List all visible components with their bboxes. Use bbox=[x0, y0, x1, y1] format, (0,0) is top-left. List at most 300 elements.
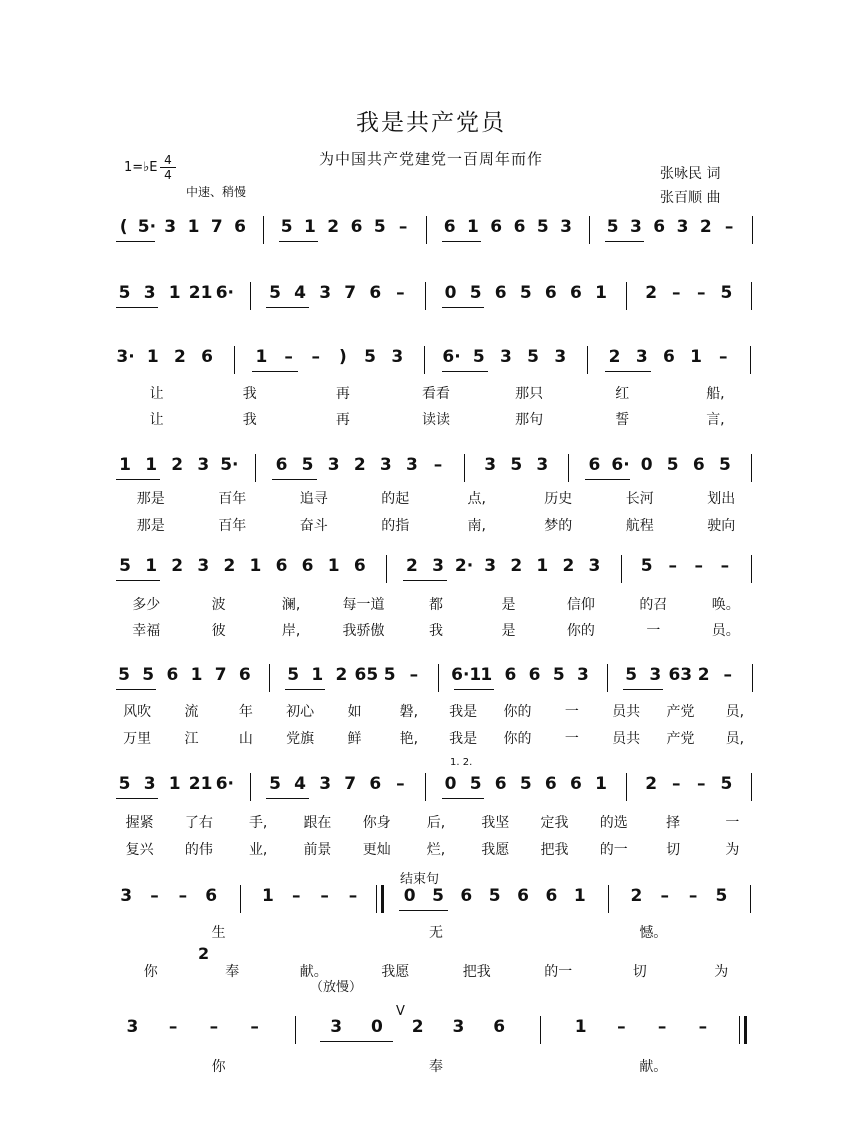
score-note: 2 bbox=[335, 665, 348, 685]
lyric-syllable: 你的 bbox=[503, 731, 532, 747]
score-note: – bbox=[396, 283, 405, 303]
lyric-syllable: 的召 bbox=[639, 597, 668, 613]
lyric-syllable: 我愿 bbox=[381, 964, 410, 980]
lyric-syllable: 把我 bbox=[462, 964, 491, 980]
score-note: 3 bbox=[576, 665, 589, 685]
bar-line bbox=[376, 885, 377, 913]
lyric-syllable: 我 bbox=[242, 412, 257, 428]
breath-mark: V bbox=[396, 1004, 405, 1019]
score-note: 7 bbox=[344, 774, 357, 794]
score-note: 6 bbox=[494, 283, 507, 303]
score-note: 3 bbox=[126, 1017, 139, 1037]
lyric-syllable: 都 bbox=[428, 597, 443, 613]
lyric-syllable: 红 bbox=[615, 386, 630, 402]
lyric-syllable: 每一道 bbox=[342, 597, 385, 613]
beam-underline bbox=[399, 910, 448, 911]
beam-underline bbox=[116, 689, 156, 690]
lyric-syllable: 万里 bbox=[123, 731, 152, 747]
score-note: 2 bbox=[645, 283, 658, 303]
lyric-syllable: 追寻 bbox=[299, 491, 328, 507]
lyric-syllable: 读读 bbox=[421, 412, 450, 428]
score-note: 0 bbox=[403, 886, 416, 906]
score-note: 6 bbox=[494, 774, 507, 794]
score-note: 1 bbox=[187, 217, 200, 237]
bar-line bbox=[608, 885, 609, 913]
score-note: 6 bbox=[201, 347, 213, 367]
lyric-line bbox=[112, 410, 764, 432]
score-note: – bbox=[668, 556, 677, 576]
score-note: 3 bbox=[635, 347, 648, 367]
score-note: 6 bbox=[490, 217, 503, 237]
lyric-syllable: 我是 bbox=[449, 704, 478, 720]
score-note: 5 bbox=[527, 347, 539, 367]
beam-underline bbox=[442, 241, 481, 242]
score-note: 5 bbox=[469, 774, 482, 794]
lyric-line bbox=[112, 516, 764, 538]
score-note: 6 bbox=[238, 665, 251, 685]
score-note: 21 bbox=[188, 283, 213, 303]
lyric-syllable: 波 bbox=[211, 597, 226, 613]
song-subtitle: 为中国共产党建党一百周年而作 bbox=[318, 150, 543, 168]
lyric-syllable: 那是 bbox=[136, 491, 165, 507]
time-signature bbox=[160, 153, 176, 182]
lyric-syllable: 的一 bbox=[544, 964, 573, 980]
bar-line bbox=[621, 555, 622, 583]
beam-underline bbox=[116, 580, 160, 581]
score-note: 5 bbox=[383, 665, 396, 685]
score-note: 1 bbox=[573, 886, 586, 906]
song-title: 我是共产党员 bbox=[356, 110, 506, 136]
composer-credit: 张百顺 曲 bbox=[660, 190, 721, 206]
score-note: 7 bbox=[214, 665, 227, 685]
score-note: 6 bbox=[275, 556, 288, 576]
score-note: 3 bbox=[379, 455, 392, 475]
score-note: 2 bbox=[699, 217, 712, 237]
lyric-syllable: 你的 bbox=[503, 704, 532, 720]
lyric-syllable: 百年 bbox=[218, 491, 247, 507]
lyric-syllable: 那是 bbox=[136, 518, 165, 534]
lyric-syllable: 的指 bbox=[381, 518, 410, 534]
score-note: 1 bbox=[595, 283, 607, 303]
score-note: 5 bbox=[488, 886, 501, 906]
score-note: 63 bbox=[668, 665, 693, 685]
score-note: 3 bbox=[319, 283, 332, 303]
lyric-syllable: 唤。 bbox=[711, 597, 740, 613]
score-note: 3 bbox=[143, 283, 156, 303]
score-note: 2 bbox=[630, 886, 643, 906]
score-note: 6 bbox=[662, 347, 675, 367]
score-note: 6 bbox=[528, 665, 541, 685]
score-note: 7 bbox=[210, 217, 223, 237]
lyric-syllable: 憾。 bbox=[639, 925, 668, 941]
score-note: 5 bbox=[118, 665, 130, 685]
lyric-syllable: 言, bbox=[706, 412, 725, 428]
score-note: 3 bbox=[327, 455, 340, 475]
score-note: 6 bbox=[513, 217, 526, 237]
score-note: 3 bbox=[391, 347, 404, 367]
score-note: 6· bbox=[611, 455, 630, 475]
lyric-syllable: 定我 bbox=[540, 815, 569, 831]
lyric-syllable: 党旗 bbox=[286, 731, 315, 747]
lyric-syllable: 鲜 bbox=[347, 731, 362, 747]
staff-row bbox=[112, 883, 764, 919]
score-note: 1 bbox=[145, 556, 158, 576]
lyric-syllable: 梦的 bbox=[544, 518, 573, 534]
score-note: 3 bbox=[649, 665, 662, 685]
lyric-line bbox=[112, 595, 764, 617]
score-note: – bbox=[719, 347, 728, 367]
score-note: 0 bbox=[444, 774, 457, 794]
score-note: 5 bbox=[666, 455, 679, 475]
score-note: 5 bbox=[364, 347, 376, 367]
lyric-line bbox=[112, 621, 764, 643]
score-note: 6 bbox=[544, 283, 557, 303]
score-note: 1 bbox=[255, 347, 268, 367]
beam-underline bbox=[285, 689, 325, 690]
score-note: 6 bbox=[544, 774, 557, 794]
staff-row bbox=[112, 553, 764, 589]
bar-line bbox=[263, 216, 264, 244]
bar-line bbox=[269, 664, 270, 692]
score-note: 6 bbox=[275, 455, 288, 475]
lyric-syllable: 跟在 bbox=[303, 815, 332, 831]
score-note: 3 bbox=[484, 556, 497, 576]
score-note: 6 bbox=[692, 455, 705, 475]
lyric-syllable: 长河 bbox=[625, 491, 654, 507]
bar-line bbox=[240, 885, 241, 913]
lyric-line bbox=[112, 1057, 764, 1079]
score-note: 1 bbox=[574, 1017, 587, 1037]
score-note: 1 bbox=[261, 886, 274, 906]
score-note: 5 bbox=[469, 283, 482, 303]
lyric-line bbox=[112, 384, 764, 406]
lyric-syllable: 让 bbox=[149, 412, 164, 428]
beam-underline bbox=[266, 798, 308, 799]
lyric-syllable: 为 bbox=[725, 842, 740, 858]
beam-underline bbox=[116, 479, 160, 480]
staff-row bbox=[112, 452, 764, 488]
score-note: 6· bbox=[215, 774, 234, 794]
score-note: 5 bbox=[536, 217, 549, 237]
bar-line bbox=[386, 555, 387, 583]
bar-line bbox=[464, 454, 465, 482]
lyric-syllable: 一 bbox=[564, 731, 579, 747]
lyric-syllable: 手, bbox=[248, 815, 268, 831]
score-note: 1 bbox=[595, 774, 607, 794]
beam-underline bbox=[403, 580, 447, 581]
lyric-syllable: 让 bbox=[149, 386, 164, 402]
score-note: 1 bbox=[146, 347, 159, 367]
ritardando-marking: （放慢） bbox=[310, 980, 363, 995]
lyric-syllable: 风吹 bbox=[123, 704, 152, 720]
score-note: 3· bbox=[116, 347, 135, 367]
lyric-syllable: 你身 bbox=[362, 815, 391, 831]
score-note: 4 bbox=[294, 283, 306, 303]
score-note: 5 bbox=[118, 283, 131, 303]
score-note: – bbox=[697, 283, 706, 303]
lyric-syllable: 的伟 bbox=[184, 842, 213, 858]
lyric-syllable: 我骄傲 bbox=[342, 623, 385, 639]
score-note: – bbox=[723, 665, 733, 685]
score-note: 6 bbox=[653, 217, 666, 237]
lyric-syllable: 誓 bbox=[615, 412, 630, 428]
score-note: 5 bbox=[287, 665, 300, 685]
score-note: 2 bbox=[223, 556, 236, 576]
score-note: 2· bbox=[454, 556, 474, 576]
lyric-syllable: 一 bbox=[725, 815, 740, 831]
lyric-syllable: 无 bbox=[428, 925, 443, 941]
lyric-syllable: 把我 bbox=[540, 842, 569, 858]
score-note: 2 bbox=[405, 556, 418, 576]
bar-line bbox=[234, 346, 235, 374]
bar-line bbox=[381, 885, 384, 913]
score-note: – bbox=[320, 886, 329, 906]
beam-underline bbox=[320, 1041, 394, 1042]
bar-line bbox=[751, 555, 752, 583]
lyric-syllable: 了右 bbox=[184, 815, 213, 831]
score-note: – bbox=[671, 283, 681, 303]
staff-row bbox=[112, 1014, 764, 1050]
lyric-syllable: 江 bbox=[184, 731, 199, 747]
lyric-line bbox=[112, 702, 764, 724]
score-note: – bbox=[698, 1017, 708, 1037]
lyric-syllable: 信仰 bbox=[566, 597, 595, 613]
score-note: 2 bbox=[171, 556, 184, 576]
bar-line bbox=[750, 885, 751, 913]
score-note: 2 bbox=[327, 217, 340, 237]
score-note: 6 bbox=[504, 665, 517, 685]
score-note: 6 bbox=[301, 556, 314, 576]
score-note: 1 bbox=[168, 283, 181, 303]
score-note: 5 bbox=[720, 774, 733, 794]
lyric-syllable: 澜, bbox=[281, 597, 301, 613]
lyric-line bbox=[112, 923, 764, 945]
score-note: 6 bbox=[570, 283, 582, 303]
bar-line bbox=[744, 1016, 747, 1044]
score-note: – bbox=[720, 556, 730, 576]
score-note: 5 bbox=[301, 455, 314, 475]
score-note: 5 bbox=[432, 886, 444, 906]
lyric-syllable: 员共 bbox=[612, 731, 641, 747]
lyric-syllable: 一 bbox=[564, 704, 579, 720]
score-note: 2 bbox=[562, 556, 575, 576]
score-note: 5 bbox=[280, 217, 293, 237]
score-note: – bbox=[671, 774, 681, 794]
score-note: 2 bbox=[353, 455, 366, 475]
lyric-syllable: 历史 bbox=[544, 491, 573, 507]
score-note: 2 bbox=[171, 455, 184, 475]
volta-marking: 1. 2. bbox=[450, 757, 473, 768]
score-note: 1 bbox=[690, 347, 702, 367]
staff-row bbox=[112, 280, 764, 316]
score-note: 65 bbox=[354, 665, 379, 685]
score-note: 5· bbox=[220, 455, 239, 475]
lyric-syllable: 握紧 bbox=[125, 815, 154, 831]
lyric-syllable: 择 bbox=[666, 815, 681, 831]
lyric-syllable: 你的 bbox=[566, 623, 595, 639]
score-note: 6 bbox=[166, 665, 179, 685]
lyric-syllable: 艳, bbox=[399, 731, 419, 747]
beam-underline bbox=[605, 241, 644, 242]
score-note: 1 bbox=[304, 217, 316, 237]
score-note: – bbox=[660, 886, 670, 906]
lyric-syllable: 复兴 bbox=[125, 842, 154, 858]
score-note: ) bbox=[339, 347, 347, 367]
lyric-syllable: 生 bbox=[211, 925, 226, 941]
lyric-syllable: 百年 bbox=[218, 518, 247, 534]
beam-underline bbox=[442, 371, 488, 372]
lyric-syllable: 烂, bbox=[426, 842, 446, 858]
score-note: 5 bbox=[119, 556, 131, 576]
score-note: – bbox=[396, 774, 405, 794]
score-note: 6· bbox=[215, 283, 234, 303]
key-signature: 1=♭E bbox=[124, 160, 158, 175]
score-note: – bbox=[724, 217, 734, 237]
score-note: – bbox=[348, 886, 358, 906]
lyric-syllable: 我愿 bbox=[481, 842, 510, 858]
score-note: 1 bbox=[467, 217, 479, 237]
lyric-syllable: 我坚 bbox=[481, 815, 510, 831]
bar-line bbox=[751, 454, 752, 482]
staff-row bbox=[112, 344, 764, 380]
bar-line bbox=[425, 773, 426, 801]
score-note: 3 bbox=[197, 556, 210, 576]
beam-underline bbox=[266, 307, 308, 308]
lyric-syllable: 我 bbox=[242, 386, 257, 402]
bar-line bbox=[295, 1016, 296, 1044]
bar-line bbox=[750, 346, 751, 374]
score-note: 1 bbox=[119, 455, 131, 475]
score-note: 6 bbox=[353, 556, 366, 576]
score-note: 5 bbox=[718, 455, 731, 475]
lyric-syllable: 初心 bbox=[286, 704, 315, 720]
bar-line bbox=[255, 454, 256, 482]
score-note: 5 bbox=[373, 217, 386, 237]
beam-underline bbox=[116, 798, 158, 799]
lyric-syllable: 的起 bbox=[381, 491, 410, 507]
score-note: 6·1 bbox=[451, 665, 482, 685]
score-note: – bbox=[688, 886, 698, 906]
bar-line bbox=[751, 282, 752, 310]
score-note: ( bbox=[119, 217, 128, 237]
lyric-line bbox=[112, 813, 764, 835]
lyric-line bbox=[112, 489, 764, 511]
score-note: 3 bbox=[452, 1017, 465, 1037]
lyric-syllable: 献。 bbox=[639, 1059, 668, 1075]
score-note: 2 bbox=[645, 774, 658, 794]
beam-underline bbox=[442, 798, 484, 799]
score-note: 6 bbox=[369, 283, 382, 303]
score-note: 3 bbox=[499, 347, 512, 367]
lyric-syllable: 我 bbox=[428, 623, 443, 639]
bar-line bbox=[751, 773, 752, 801]
lyric-syllable: 我是 bbox=[449, 731, 478, 747]
lyric-syllable: 是 bbox=[501, 623, 516, 639]
score-note: 3 bbox=[554, 347, 567, 367]
bar-line bbox=[626, 282, 627, 310]
lyric-syllable: 献。 bbox=[299, 964, 328, 980]
score-note: 2 bbox=[510, 556, 523, 576]
score-note: 5 bbox=[606, 217, 619, 237]
bar-line bbox=[752, 216, 753, 244]
score-note: 6 bbox=[460, 886, 473, 906]
meter-top: 4 bbox=[164, 153, 172, 167]
score-note: – bbox=[168, 1017, 178, 1037]
score-note: 3 bbox=[330, 1017, 343, 1037]
staff-row bbox=[112, 771, 764, 807]
bar-line bbox=[250, 773, 251, 801]
score-note: 3 bbox=[197, 455, 210, 475]
score-note: 5 bbox=[142, 665, 155, 685]
score-note: 6 bbox=[350, 217, 363, 237]
score-note: 6· bbox=[442, 347, 461, 367]
lyric-syllable: 再 bbox=[335, 412, 350, 428]
score-note: – bbox=[433, 455, 443, 475]
bar-line bbox=[587, 346, 588, 374]
score-note: 2 bbox=[608, 347, 621, 367]
score-note: – bbox=[250, 1017, 259, 1037]
score-note: 3 bbox=[319, 774, 332, 794]
lyric-syllable: 年 bbox=[238, 704, 253, 720]
lyric-syllable: 切 bbox=[632, 964, 647, 980]
score-note: 3 bbox=[676, 217, 689, 237]
score-note: 4 bbox=[294, 774, 306, 794]
score-note: 5 bbox=[715, 886, 728, 906]
lyric-syllable: 岸, bbox=[281, 623, 301, 639]
tempo-marking: 中速、稍慢 bbox=[186, 185, 247, 199]
staff-row bbox=[112, 214, 764, 250]
score-note: 1 bbox=[327, 556, 340, 576]
score-note: 3 bbox=[143, 774, 156, 794]
bar-line bbox=[626, 773, 627, 801]
score-note: 6 bbox=[545, 886, 558, 906]
lyric-syllable: 是 bbox=[501, 597, 516, 613]
score-note: 3 bbox=[484, 455, 497, 475]
score-note: 3 bbox=[588, 556, 601, 576]
score-note: 3 bbox=[120, 886, 133, 906]
lyric-syllable: 山 bbox=[238, 731, 253, 747]
meter-bottom: 4 bbox=[164, 168, 172, 182]
lyric-syllable: 幸福 bbox=[132, 623, 161, 639]
bar-line bbox=[424, 346, 425, 374]
score-note: 6 bbox=[570, 774, 582, 794]
lyric-syllable: 南, bbox=[467, 518, 486, 534]
score-note: – bbox=[617, 1017, 626, 1037]
score-note: 1 bbox=[311, 665, 324, 685]
score-note: – bbox=[292, 886, 301, 906]
score-note: – bbox=[150, 886, 159, 906]
beam-underline bbox=[116, 241, 155, 242]
lyric-syllable: 员, bbox=[725, 704, 745, 720]
score-note: 0 bbox=[444, 283, 457, 303]
lyric-syllable: 后, bbox=[426, 815, 446, 831]
lyric-syllable: 业, bbox=[248, 842, 268, 858]
score-note: 1 bbox=[249, 556, 262, 576]
lyric-syllable: 一 bbox=[646, 623, 661, 639]
staff-row bbox=[112, 662, 764, 698]
score-note: 1 bbox=[190, 665, 203, 685]
lyric-syllable: 再 bbox=[335, 386, 350, 402]
score-note: 3 bbox=[630, 217, 642, 237]
lyric-syllable: 磐, bbox=[399, 704, 419, 720]
score-note: – bbox=[694, 556, 704, 576]
lyric-syllable: 前景 bbox=[303, 842, 332, 858]
score-note: 21 bbox=[188, 774, 213, 794]
bar-line bbox=[739, 1016, 740, 1044]
score-note: 2 bbox=[173, 347, 186, 367]
score-note: – bbox=[311, 347, 320, 367]
lyric-syllable: 员共 bbox=[612, 704, 641, 720]
